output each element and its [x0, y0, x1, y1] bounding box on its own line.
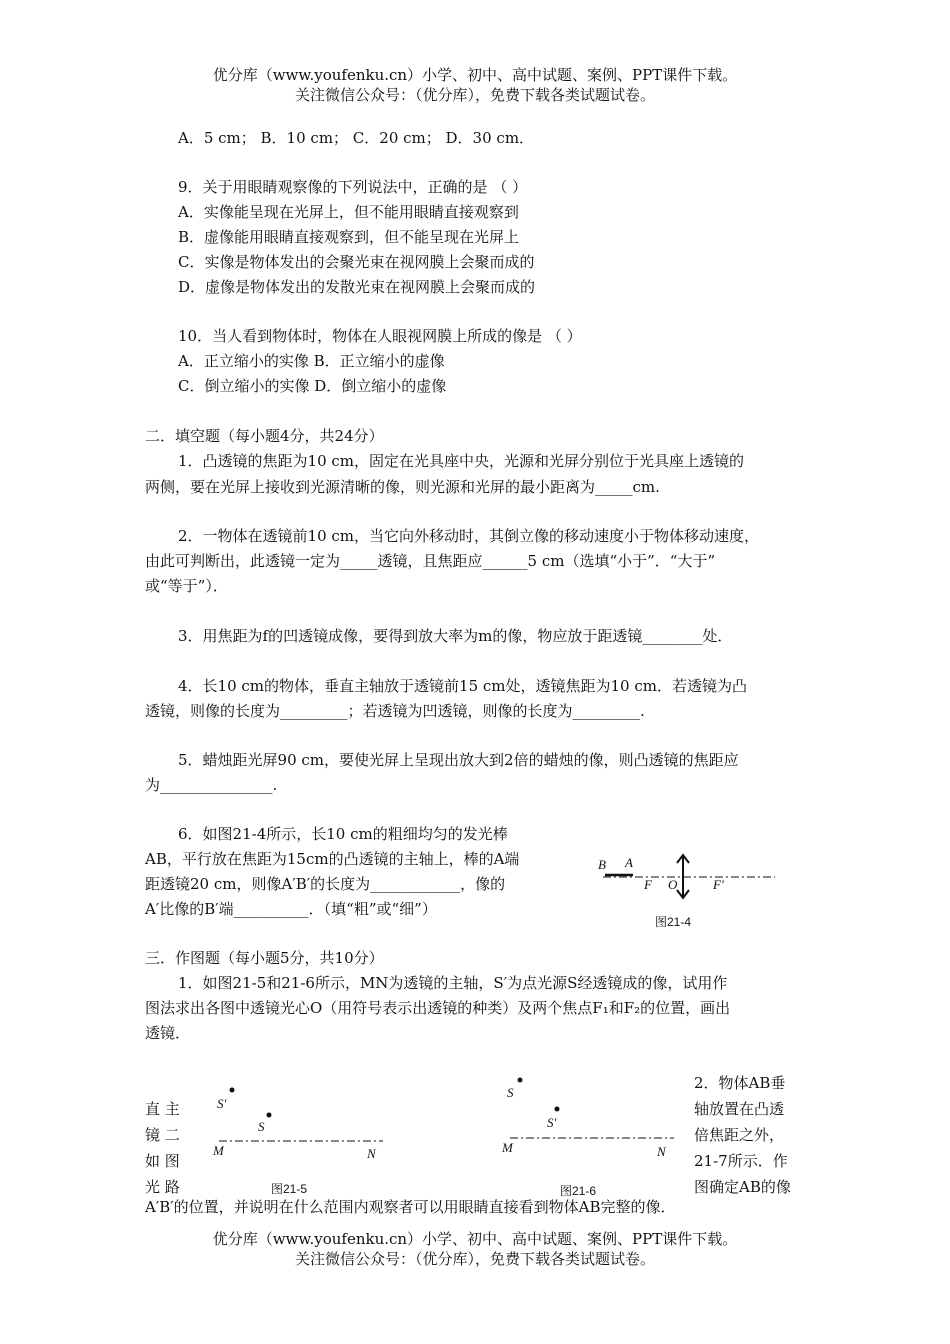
right-col-line: 倍焦距之外， — [694, 1126, 785, 1144]
s2-q6-line2: AB，平行放在焦距为15cm的凸透镜的主轴上，棒的A端 — [145, 850, 520, 868]
figure-21-5 — [205, 1080, 390, 1200]
figure-21-6 — [498, 1072, 683, 1200]
q9-option-b: B．虚像能用眼睛直接观察到，但不能呈现在光屏上 — [178, 228, 520, 246]
source-point-s — [518, 1078, 523, 1083]
section-3-title: 三．作图题（每小题5分，共10分） — [145, 949, 384, 967]
fig5-label-s: S — [258, 1119, 265, 1134]
fig5-label-m: M — [213, 1143, 224, 1158]
s3-left-column — [145, 1096, 180, 1200]
s2-q3: 3．用焦距为f的凹透镜成像，要得到放大率为m的像，物应放于距透镜________处． — [178, 627, 733, 645]
fig6-caption: 图21-6 — [560, 1184, 597, 1198]
s2-q6-line4: A′比像的B′端__________．（填“粗”或“细”） — [145, 900, 437, 918]
right-col-line: 21-7所示．作 — [694, 1152, 788, 1170]
right-col-line: 轴放置在凸透 — [694, 1100, 785, 1118]
q9-option-d: D．虚像是物体发出的发散光束在视网膜上会聚而成的 — [178, 278, 536, 296]
left-col-line: 镜 二 — [145, 1126, 180, 1144]
s3-q1-line3: 透镜． — [145, 1024, 191, 1042]
s3-q2-last-line: A′B′的位置，并说明在什么范围内观察者可以用眼睛直接看到物体AB完整的像． — [145, 1198, 676, 1216]
s3-right-column — [694, 1070, 791, 1200]
fig4-caption: 图21-4 — [655, 915, 692, 929]
fig4-label-b: B — [598, 857, 606, 872]
fig6-label-m: M — [502, 1140, 513, 1155]
fig6-label-n: N — [657, 1144, 666, 1159]
left-col-line: 如 图 — [145, 1152, 180, 1170]
left-col-line: 直 主 — [145, 1100, 180, 1118]
s3-q1-line1: 1．如图21-5和21-6所示，MN为透镜的主轴，S′为点光源S经透镜成的像，试用作 — [178, 974, 728, 992]
q10-options-ab: A．正立缩小的实像 B．正立缩小的虚像 — [178, 352, 445, 370]
s2-q1-line2: 两侧，要在光屏上接收到光源清晰的像，则光源和光屏的最小距离为_____cm. — [145, 478, 660, 496]
q10-options-cd: C．倒立缩小的实像 D．倒立缩小的虚像 — [178, 377, 447, 395]
fig5-label-s-prime: S′ — [217, 1096, 227, 1111]
s2-q4-line2: 透镜，则像的长度为_________；若透镜为凹透镜，则像的长度为_________. — [145, 702, 645, 720]
s2-q4-line1: 4．长10 cm的物体，垂直主轴放于透镜前15 cm处，透镜焦距为10 cm．若透镜为凸 — [178, 677, 747, 695]
s3-q1-line2: 图法求出各图中透镜光心O（用符号表示出透镜的种类）及两个焦点F₁和F₂的位置，画出 — [145, 999, 731, 1017]
s2-q2-line3: 或“等于”）． — [145, 577, 228, 595]
right-col-line: 图确定AB的像 — [694, 1178, 791, 1196]
q9-option-a: A．实像能呈现在光屏上，但不能用眼睛直接观察到 — [178, 203, 519, 221]
section-2-title: 二．填空题（每小题4分，共24分） — [145, 427, 384, 445]
fig5-label-n: N — [367, 1146, 376, 1161]
figure-21-6-drawing — [498, 1072, 683, 1162]
q10-stem: 10．当人看到物体时，物体在人眼视网膜上所成的像是 （ ） — [178, 327, 582, 345]
q9-stem: 9．关于用眼睛观察像的下列说法中，正确的是 （ ） — [178, 178, 528, 196]
q8-options: A．5 cm； B．10 cm； C．20 cm； D．30 cm． — [178, 129, 535, 147]
q9-option-c: C．实像是物体发出的会聚光束在视网膜上会聚而成的 — [178, 253, 535, 271]
s2-q2-line1: 2．一物体在透镜前10 cm，当它向外移动时，其倒立像的移动速度小于物体移动速度， — [178, 527, 760, 545]
fig4-label-o: O — [668, 877, 678, 892]
image-point-s-prime — [230, 1088, 235, 1093]
s2-q6-line3: 距透镜20 cm，则像A′B′的长度为____________，像的 — [145, 875, 506, 893]
header-line-1: 优分库（www.youfenku.cn）小学、初中、高中试题、案例、PPT课件下载。 — [212, 66, 738, 84]
fig4-label-f-prime: F′ — [713, 877, 724, 892]
fig6-label-s: S — [507, 1085, 514, 1100]
fig4-label-a: A — [625, 855, 633, 870]
figure-21-4-drawing — [595, 852, 785, 912]
figure-21-4 — [595, 852, 785, 937]
s2-q6-line1: 6．如图21-4所示，长10 cm的粗细均匀的发光棒 — [178, 825, 508, 843]
footer-line-2: 关注微信公众号：（优分库），免费下载各类试题试卷。 — [294, 1250, 655, 1268]
source-point-s — [267, 1113, 272, 1118]
footer-line-1: 优分库（www.youfenku.cn）小学、初中、高中试题、案例、PPT课件下载。 — [212, 1230, 738, 1248]
fig4-label-f: F — [644, 877, 652, 892]
fig6-label-s-prime: S′ — [547, 1115, 557, 1130]
s2-q2-line2: 由此可判断出，此透镜一定为_____透镜，且焦距应______5 cm（选填“小于”．“大于” — [145, 552, 716, 570]
right-col-line: 2．物体AB垂 — [694, 1074, 786, 1092]
s2-q1-line1: 1．凸透镜的焦距为10 cm，固定在光具座中央，光源和光屏分别位于光具座上透镜的 — [178, 452, 745, 470]
header-line-2: 关注微信公众号：（优分库），免费下载各类试题试卷。 — [294, 86, 655, 104]
left-col-line: 光 路 — [145, 1178, 180, 1196]
image-point-s-prime — [555, 1107, 560, 1112]
figure-21-5-drawing — [205, 1080, 390, 1160]
s2-q5-line1: 5．蜡烛距光屏90 cm，要使光屏上呈现出放大到2倍的蜡烛的像，则凸透镜的焦距应 — [178, 751, 739, 769]
fig5-caption: 图21-5 — [271, 1182, 308, 1196]
s2-q5-line2: 为_______________. — [145, 776, 278, 794]
